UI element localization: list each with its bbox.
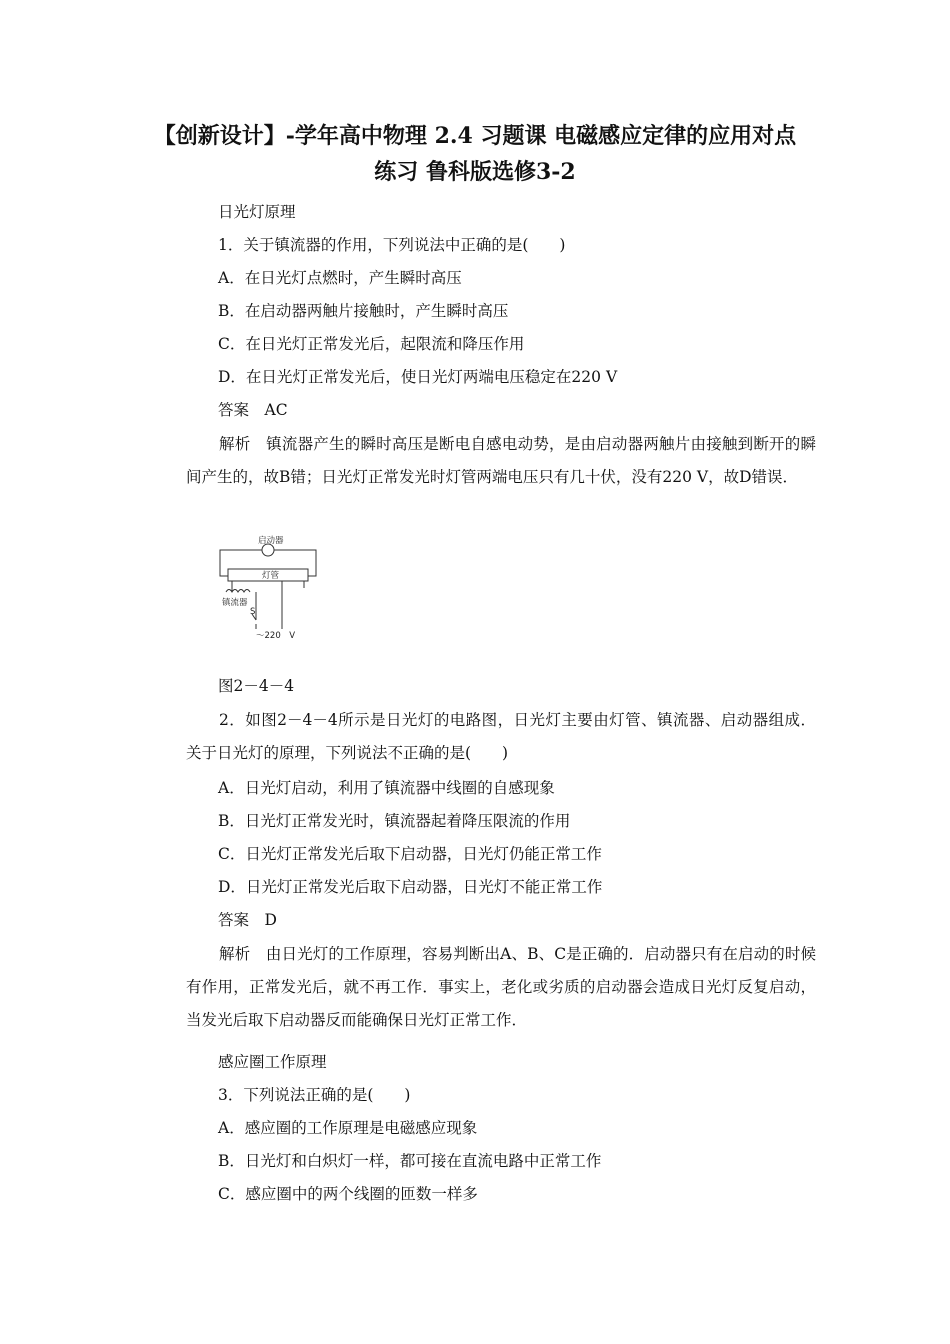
title-line-1: 【创新设计】-学年高中物理 2.4 习题课 电磁感应定律的应用对点 (153, 123, 797, 149)
ballast-label: 镇流器 (222, 598, 248, 608)
tube-label: 灯管 (262, 571, 280, 581)
question-1-answer: 答案 AC (218, 401, 288, 419)
question-2-option-a: A．日光灯启动，利用了镇流器中线圈的自感现象 (218, 779, 555, 797)
question-2-analysis: 解析 由日光灯的工作原理，容易判断出A、B、C是正确的．启动器只有在启动的时候有作用，正常发光后，就不再工作．事实上，老化或劣质的启动器会造成日光灯反复启动，当发光后取下启动器反而能确保日光灯正常工作． (186, 945, 816, 1029)
document-title (100, 118, 850, 190)
question-3-option-b: B．日光灯和白炽灯一样，都可接在直流电路中正常工作 (218, 1152, 602, 1170)
question-3-option-a: A．感应圈的工作原理是电磁感应现象 (218, 1119, 478, 1137)
section-heading-induction-coil: 感应圈工作原理 (218, 1053, 327, 1071)
question-1-option-b: B．在启动器两触片接触时，产生瞬时高压 (218, 302, 509, 320)
question-3-stem: 3．下列说法正确的是( ) (218, 1086, 411, 1104)
fluorescent-circuit-diagram (218, 534, 318, 644)
question-1-option-d: D．在日光灯正常发光后，使日光灯两端电压稳定在220 V (218, 368, 618, 386)
question-2-option-d: D．日光灯正常发光后取下启动器，日光灯不能正常工作 (218, 878, 603, 896)
question-1-analysis: 解析 镇流器产生的瞬时高压是断电自感电动势，是由启动器两触片由接触到断开的瞬间产生的，故B错；日光灯正常发光时灯管两端电压只有几十伏，没有220 V，故D错误． (186, 435, 816, 486)
voltage-label: ～220 V (256, 631, 296, 641)
ballast-coil-symbol (226, 590, 250, 593)
section-heading-fluorescent: 日光灯原理 (218, 203, 296, 221)
figure-caption: 图2－4－4 (218, 677, 295, 695)
question-1-stem: 1．关于镇流器的作用，下列说法中正确的是( ) (218, 236, 566, 254)
switch-label: S (250, 607, 256, 617)
question-2-answer: 答案 D (218, 911, 277, 929)
question-3-option-c: C．感应圈中的两个线圈的匝数一样多 (218, 1185, 478, 1203)
question-1-option-a: A．在日光灯点燃时，产生瞬时高压 (218, 269, 462, 287)
question-2-option-c: C．日光灯正常发光后取下启动器，日光灯仍能正常工作 (218, 845, 602, 863)
starter-label: 启动器 (258, 536, 284, 546)
title-line-2: 练习 鲁科版选修3-2 (374, 159, 576, 185)
question-2-option-b: B．日光灯正常发光时，镇流器起着降压限流的作用 (218, 812, 571, 830)
question-2-stem: 2．如图2－4－4所示是日光灯的电路图，日光灯主要由灯管、镇流器、启动器组成．关于日光灯的原理，下列说法不正确的是( ) (186, 711, 816, 762)
question-1-option-c: C．在日光灯正常发光后，起限流和降压作用 (218, 335, 525, 353)
